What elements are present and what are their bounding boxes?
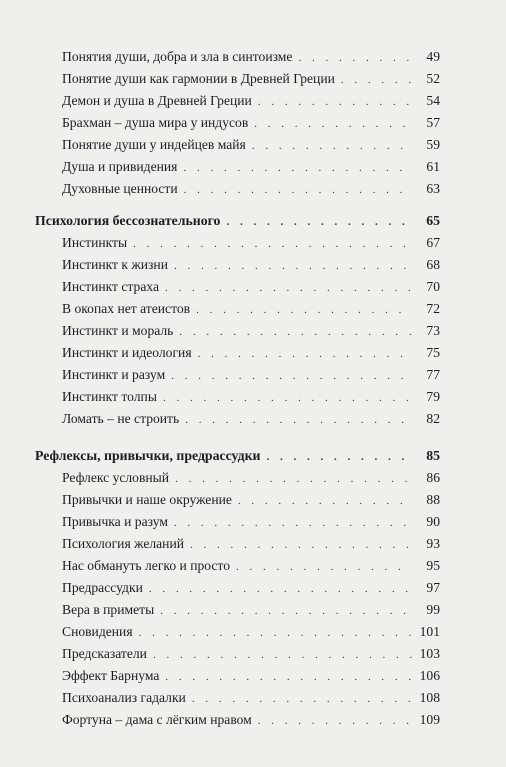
leader-dots — [192, 689, 412, 709]
leader-dots — [184, 180, 412, 200]
page-number: 106 — [419, 668, 440, 683]
leader-dots — [153, 645, 412, 665]
entry-title: Нас обмануть легко и просто — [62, 558, 230, 573]
page-number: 88 — [426, 492, 440, 507]
leader-dots — [196, 300, 412, 320]
toc-entry — [62, 688, 440, 708]
page-number: 65 — [426, 213, 440, 228]
entry-title: Эффект Барнума — [62, 668, 160, 683]
entry-title: Ломать – не строить — [62, 411, 180, 426]
leader-dots — [238, 491, 412, 511]
page-number: 75 — [426, 345, 440, 360]
leader-dots — [174, 256, 412, 276]
leader-dots — [175, 469, 412, 489]
leader-dots — [266, 447, 412, 467]
toc-entry — [62, 534, 440, 554]
page-number: 54 — [426, 93, 440, 108]
leader-dots — [258, 711, 412, 731]
entry-title: Привычка и разум — [62, 514, 168, 529]
toc-entry — [62, 277, 440, 297]
toc-entry — [62, 666, 440, 686]
section-title: Психология бессознательного — [35, 213, 221, 228]
entry-title: Инстинкт страха — [62, 279, 160, 294]
entry-title: Фортуна – дама с лёгким нравом — [62, 712, 252, 727]
toc-section-heading — [35, 211, 440, 231]
entry-title: Инстинкт и идеология — [62, 345, 192, 360]
entry-title: Инстинкты — [62, 235, 128, 250]
entry-title: Предрассудки — [62, 580, 143, 595]
page-number: 73 — [426, 323, 440, 338]
page-number: 72 — [426, 301, 440, 316]
leader-dots — [183, 158, 412, 178]
entry-title: Духовные ценности — [62, 181, 178, 196]
toc-entry — [62, 365, 440, 385]
toc-entry — [62, 233, 440, 253]
leader-dots — [258, 92, 412, 112]
page-number: 86 — [426, 470, 440, 485]
section-title: Рефлексы, привычки, предрассудки — [35, 448, 261, 463]
entry-title: Инстинкт и мораль — [62, 323, 174, 338]
page-number: 109 — [419, 712, 440, 727]
toc-entry — [62, 490, 440, 510]
entry-title: Инстинкт толпы — [62, 389, 157, 404]
leader-dots — [185, 410, 412, 430]
toc-entry — [62, 157, 440, 177]
leader-dots — [298, 48, 412, 68]
page-number: 77 — [426, 367, 440, 382]
toc-entry — [62, 179, 440, 199]
entry-title: Психология желаний — [62, 536, 184, 551]
leader-dots — [174, 513, 412, 533]
toc-entry — [62, 556, 440, 576]
leader-dots — [341, 70, 412, 90]
entry-title: Демон и душа в Древней Греции — [62, 93, 252, 108]
toc-entry — [62, 255, 440, 275]
entry-title: Понятия души, добра и зла в синтоизме — [62, 49, 293, 64]
leader-dots — [171, 366, 412, 386]
page-number: 93 — [426, 536, 440, 551]
leader-dots — [149, 579, 412, 599]
toc-entry — [62, 622, 440, 642]
entry-title: Психоанализ гадалки — [62, 690, 186, 705]
toc-entry — [62, 600, 440, 620]
entry-title: В окопах нет атеистов — [62, 301, 191, 316]
entry-title: Брахман – душа мира у индусов — [62, 115, 249, 130]
toc-entry — [62, 468, 440, 488]
entry-title: Рефлекс условный — [62, 470, 170, 485]
page-number: 49 — [426, 49, 440, 64]
page-number: 90 — [426, 514, 440, 529]
page-number: 67 — [426, 235, 440, 250]
leader-dots — [165, 667, 412, 687]
toc-entry — [62, 91, 440, 111]
page-number: 82 — [426, 411, 440, 426]
entry-title: Привычки и наше окружение — [62, 492, 232, 507]
leader-dots — [160, 601, 412, 621]
page-number: 52 — [426, 71, 440, 86]
page-number: 61 — [426, 159, 440, 174]
leader-dots — [190, 535, 412, 555]
leader-dots — [226, 212, 412, 232]
toc-entry — [62, 321, 440, 341]
toc-entry — [62, 710, 440, 730]
entry-title: Инстинкт к жизни — [62, 257, 168, 272]
toc-entry — [62, 69, 440, 89]
page-number: 57 — [426, 115, 440, 130]
page-number: 59 — [426, 137, 440, 152]
leader-dots — [179, 322, 412, 342]
toc-entry — [62, 47, 440, 67]
leader-dots — [236, 557, 412, 577]
leader-dots — [198, 344, 412, 364]
page-number: 95 — [426, 558, 440, 573]
leader-dots — [254, 114, 412, 134]
entry-title: Понятие души как гармонии в Древней Греции — [62, 71, 335, 86]
toc-entry — [62, 409, 440, 429]
page-number: 99 — [426, 602, 440, 617]
page-number: 63 — [426, 181, 440, 196]
toc-entry — [62, 644, 440, 664]
toc-section-heading — [35, 446, 440, 466]
page-number: 97 — [426, 580, 440, 595]
toc-entry — [62, 387, 440, 407]
page-number: 70 — [426, 279, 440, 294]
entry-title: Предсказатели — [62, 646, 147, 661]
entry-title: Сновидения — [62, 624, 133, 639]
leader-dots — [163, 388, 412, 408]
leader-dots — [133, 234, 412, 254]
page-number: 85 — [426, 448, 440, 463]
page-number: 79 — [426, 389, 440, 404]
toc-entry — [62, 343, 440, 363]
page-number: 103 — [419, 646, 440, 661]
entry-title: Понятие души у индейцев майя — [62, 137, 246, 152]
entry-title: Вера в приметы — [62, 602, 155, 617]
toc-entry — [62, 512, 440, 532]
entry-title: Душа и привидения — [62, 159, 178, 174]
leader-dots — [165, 278, 412, 298]
entry-title: Инстинкт и разум — [62, 367, 166, 382]
leader-dots — [139, 623, 412, 643]
leader-dots — [252, 136, 412, 156]
toc-entry — [62, 299, 440, 319]
toc-entry — [62, 113, 440, 133]
page-number: 101 — [419, 624, 440, 639]
page-number: 108 — [419, 690, 440, 705]
page-number: 68 — [426, 257, 440, 272]
toc-entry — [62, 578, 440, 598]
toc-entry — [62, 135, 440, 155]
